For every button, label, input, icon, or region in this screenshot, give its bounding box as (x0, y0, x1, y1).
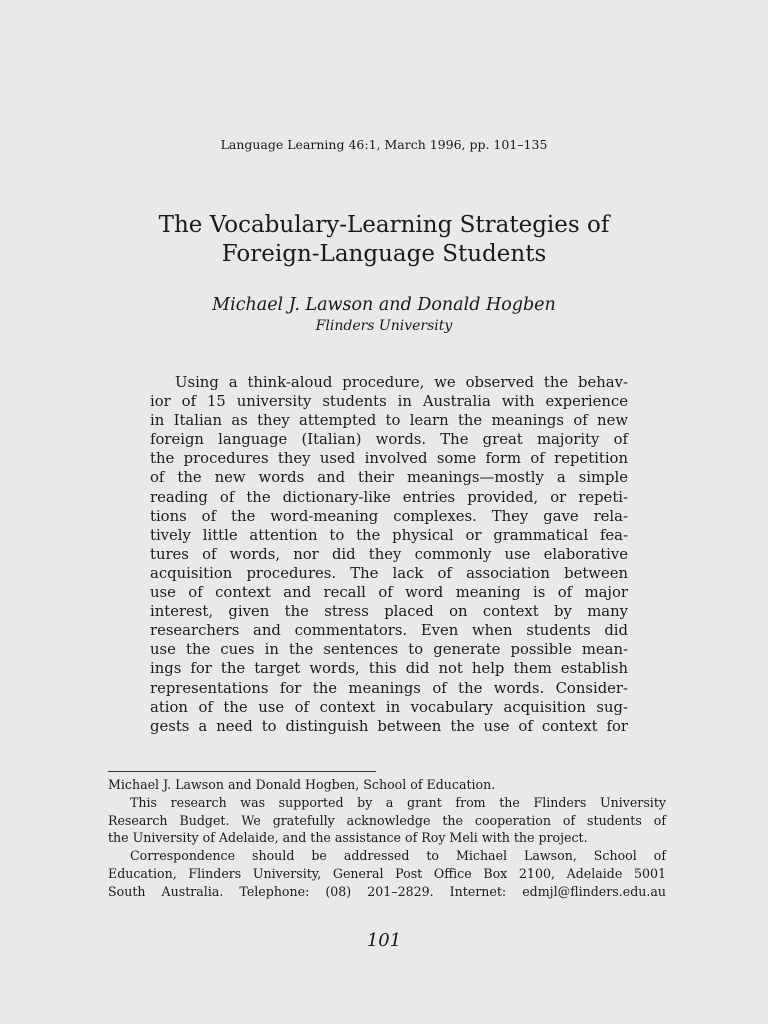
footnote-line: Correspondence should be addressed to Michael Lawson, School of (130, 848, 666, 864)
page-number: 101 (366, 930, 402, 951)
article-title (0, 211, 768, 269)
footnote-line: This research was supported by a grant from the Flinders University (130, 794, 666, 810)
abstract-line: researchers and commentators. Even when students did (150, 622, 628, 640)
footnote-divider (108, 771, 376, 772)
abstract-line: interest, given the stress placed on context by many (150, 603, 628, 621)
abstract-line: of the new words and their meanings—mostly a simple (150, 469, 628, 487)
abstract-paragraph (150, 373, 628, 736)
title-line: The Vocabulary-Learning Strategies of (158, 212, 610, 238)
footnote-line: Research Budget. We gratefully acknowledge the cooperation of students of (108, 812, 666, 828)
footnote-line: Michael J. Lawson and Donald Hogben, School of Education. (108, 777, 496, 792)
footnote-line: the University of Adelaide, and the assistance of Roy Meli with the project. (108, 830, 588, 846)
abstract-line: ior of 15 university students in Australia with experience (150, 393, 628, 411)
author-affiliation: Flinders University (315, 318, 453, 334)
abstract-line: ation of the use of context in vocabulary acquisition sug- (150, 698, 628, 716)
abstract-line: tures of words, nor did they commonly use elaborative (150, 545, 628, 563)
abstract-line: foreign language (Italian) words. The great majority of (150, 431, 628, 449)
author-names: Michael J. Lawson and Donald Hogben (212, 295, 556, 315)
abstract-line: tively little attention to the physical or grammatical fea- (150, 526, 628, 544)
abstract-line: Using a think-aloud procedure, we observed the behav- (175, 374, 628, 391)
footnote-line: Education, Flinders University, General Post Office Box 2100, Adelaide 5001 (108, 865, 666, 881)
abstract-line: representations for the meanings of the words. Consider- (150, 679, 628, 697)
abstract-line: the procedures they used involved some form of repetition (150, 450, 628, 468)
abstract-line: use the cues in the sentences to generate possible mean- (150, 641, 628, 659)
footnotes (108, 776, 666, 901)
abstract-line: reading of the dictionary-like entries provided, or repeti- (150, 488, 628, 506)
abstract-line: ings for the target words, this did not help them establish (150, 660, 628, 678)
abstract-line: acquisition procedures. The lack of association between (150, 564, 628, 582)
abstract-line: gests a need to distinguish between the use of context for (150, 717, 628, 735)
title-line: Foreign-Language Students (221, 241, 547, 267)
running-head: Language Learning 46:1, March 1996, pp. 101–135 (220, 137, 548, 152)
abstract-line: tions of the word-meaning complexes. They gave rela- (150, 507, 628, 525)
abstract-line: use of context and recall of word meaning is of major (150, 584, 628, 602)
abstract-line: in Italian as they attempted to learn the meanings of new (150, 412, 628, 430)
footnote-line: South Australia. Telephone: (08) 201–2829. Internet: edmjl@flinders.edu.au (108, 883, 666, 899)
